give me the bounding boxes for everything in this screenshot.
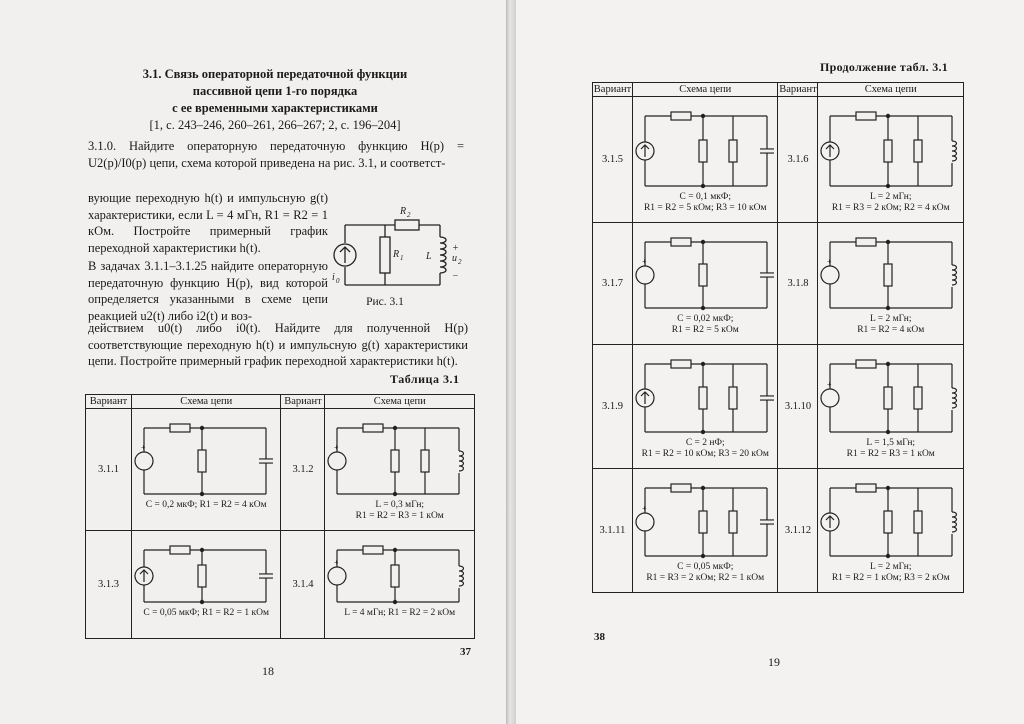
variant-number: 3.1.7 (593, 223, 633, 345)
parameter-line: C = 2 нФ; (685, 437, 725, 448)
header-variant: Вариант (281, 395, 325, 409)
parameter-line: R1 = R3 = 2 кОм; R2 = 4 кОм (831, 202, 950, 213)
tasks-intro-continued: действием u0(t) либо i0(t). Найдите для полученной H(p) соответствующие переходную h(t) и импульсную g(t) характеристики цепи. Постройте примерный график переходной характеристики h(t). (88, 321, 468, 368)
variant-number: 3.1.11 (593, 469, 633, 593)
variant-number: 3.1.1 (86, 409, 132, 531)
tasks-intro-text: В задачах 3.1.1–3.1.25 найдите операторную передаточную функцию H(p), вид которой определяется указанными в схеме цепи реакцией u2(t) либо i2(t) и воз- (88, 259, 328, 323)
parameter-line: C = 0,05 мкФ; (677, 561, 734, 572)
svg-text:L: L (426, 251, 432, 262)
circuit-diagram (818, 98, 963, 222)
parameter-line: R1 = R2 = 10 кОм; R3 = 20 кОм (641, 448, 769, 459)
sheet-page-number: 19 (768, 655, 780, 669)
circuit-diagram (132, 410, 281, 530)
variant-number: 3.1.5 (593, 97, 633, 223)
circuit-diagram (633, 470, 778, 592)
circuit-cell (632, 345, 778, 469)
circuit-table-right (592, 82, 964, 593)
parameter-line: C = 0,05 мкФ; R1 = R2 = 1 кОм (143, 607, 270, 618)
circuit-cell (325, 409, 475, 531)
schematic-drawing (132, 410, 280, 530)
svg-text:+: + (641, 256, 647, 266)
svg-text:+: + (641, 503, 647, 513)
title-line-1: 3.1. Связь операторной передаточной функции (142, 67, 408, 81)
circuit-cell (131, 409, 281, 531)
variant-number: 3.1.10 (778, 345, 818, 469)
header-scheme: Схема цепи (818, 83, 964, 97)
circuit-diagram (818, 224, 963, 344)
variant-number: 3.1.9 (593, 345, 633, 469)
parameter-line: C = 0,1 мкФ; (679, 191, 731, 202)
schematic-drawing (325, 532, 473, 638)
circuit-parameters (818, 438, 963, 460)
parameter-line: C = 0,02 мкФ; (677, 313, 734, 324)
circuit-parameters (132, 500, 281, 511)
variant-number: 3.1.4 (281, 531, 325, 639)
circuit-diagram (325, 532, 474, 638)
circuit-diagram (633, 346, 778, 468)
problem-3-1-0-continued: вующие переходную h(t) и импульсную g(t) характеристики, если L = 4 мГн, R1 = R2 = 1 кОм. Постройте примерный график переходной характеристики h(t). (88, 191, 328, 255)
parameter-line: R1 = R2 = 1 кОм; R3 = 2 кОм (831, 572, 950, 583)
svg-text:+: + (452, 243, 459, 254)
circuit-cell (818, 469, 964, 593)
header-scheme: Схема цепи (632, 83, 778, 97)
circuit-parameters (818, 192, 963, 214)
svg-text:+: + (334, 442, 339, 452)
parameter-line: L = 2 мГн; (869, 313, 912, 324)
variant-number: 3.1.8 (778, 223, 818, 345)
parameter-line: R1 = R2 = 5 кОм (671, 324, 739, 335)
parameter-line: L = 0,3 мГн; (375, 499, 425, 510)
circuit-cell (818, 345, 964, 469)
svg-text:+: + (827, 256, 832, 266)
circuit-parameters (132, 608, 281, 619)
section-title (120, 66, 430, 134)
schematic-drawing (132, 532, 280, 638)
printed-page-number: 37 (460, 646, 471, 658)
circuit-diagram (818, 346, 963, 468)
parameter-line: L = 2 мГн; (869, 561, 912, 572)
circuit-parameters (325, 608, 474, 619)
circuit-parameters (818, 314, 963, 336)
circuit-cell (632, 469, 778, 593)
figure-3-1-circuit (330, 195, 470, 310)
circuit-parameters (633, 562, 778, 584)
continuation-caption: Продолжение табл. 3.1 (820, 60, 949, 74)
variant-number: 3.1.2 (281, 409, 325, 531)
circuit-cell (632, 97, 778, 223)
parameter-line: R1 = R2 = R3 = 1 кОм (846, 448, 935, 459)
parameter-line: R1 = R3 = 2 кОм; R2 = 1 кОм (646, 572, 765, 583)
svg-text:2: 2 (407, 211, 411, 219)
figure-caption: Рис. 3.1 (366, 296, 404, 308)
parameter-line: L = 4 мГн; R1 = R2 = 2 кОм (344, 607, 456, 618)
circuit-diagram (818, 470, 963, 592)
variant-number: 3.1.12 (778, 469, 818, 593)
variant-number: 3.1.6 (778, 97, 818, 223)
book-gutter (506, 0, 516, 724)
circuit-parameters (325, 500, 474, 522)
circuit-cell (818, 97, 964, 223)
circuit-diagram (633, 224, 778, 344)
parameter-line: R1 = R2 = 4 кОм (857, 324, 925, 335)
parameter-line: R1 = R2 = R3 = 1 кОм (355, 510, 444, 521)
svg-text:2: 2 (458, 258, 462, 266)
header-variant: Вариант (86, 395, 132, 409)
header-scheme: Схема цепи (325, 395, 475, 409)
circuit-diagram (325, 410, 474, 530)
parameter-line: C = 0,2 мкФ; R1 = R2 = 4 кОм (145, 499, 267, 510)
svg-text:0: 0 (336, 277, 340, 285)
circuit-table-left (85, 394, 475, 639)
circuit-parameters (633, 314, 778, 336)
parameter-line: L = 1,5 мГн; (866, 437, 916, 448)
circuit-parameters (633, 192, 778, 214)
references: [1, с. 243–246, 260–261, 266–267; 2, с. 196–204] (149, 118, 401, 132)
svg-text:R: R (393, 249, 400, 260)
parameter-line: R1 = R2 = 5 кОм; R3 = 10 кОм (643, 202, 767, 213)
circuit-parameters (818, 562, 963, 584)
header-scheme: Схема цепи (131, 395, 281, 409)
circuit-diagram (633, 98, 778, 222)
table-caption: Таблица 3.1 (390, 372, 460, 386)
sheet-page-number: 18 (262, 664, 274, 678)
circuit-parameters (633, 438, 778, 460)
header-variant: Вариант (593, 84, 632, 95)
circuit-diagram (132, 532, 281, 638)
svg-text:+: + (140, 442, 146, 452)
header-variant: Вариант (779, 84, 817, 95)
printed-page-number: 38 (594, 631, 605, 643)
parameter-line: L = 2 мГн; (869, 191, 912, 202)
svg-text:i: i (332, 272, 335, 283)
svg-text:1: 1 (400, 254, 404, 262)
svg-text:+: + (334, 557, 339, 567)
svg-text:+: + (827, 379, 832, 389)
svg-text:R: R (400, 206, 407, 217)
svg-text:u: u (452, 253, 457, 264)
circuit-cell (818, 223, 964, 345)
circuit-cell (131, 531, 281, 639)
circuit-cell (325, 531, 475, 639)
variant-number: 3.1.3 (86, 531, 132, 639)
problem-3-1-0-text: 3.1.0. Найдите операторную передаточную функцию H(p) = U2(p)/I0(p) цепи, схема которой приведена на рис. 3.1, и соответст- (88, 139, 464, 170)
title-line-3: с ее временными характеристиками (172, 101, 378, 115)
title-line-2: пассивной цепи 1-го порядка (192, 84, 358, 98)
svg-text:−: − (452, 271, 459, 282)
circuit-cell (632, 223, 778, 345)
